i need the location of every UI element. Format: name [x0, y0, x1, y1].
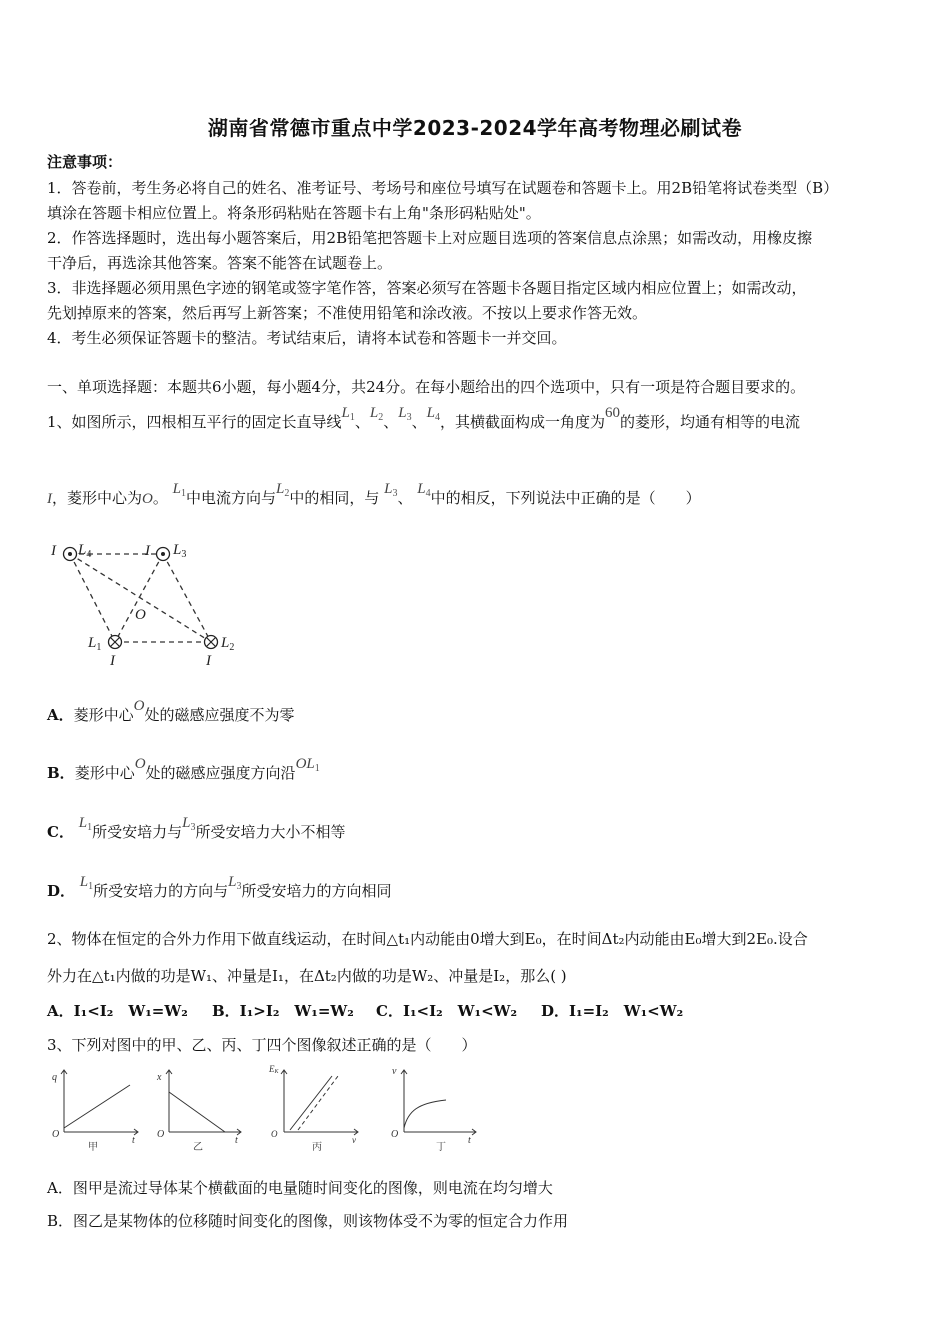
q3-option-b[interactable]: B．图乙是某物体的位移随时间变化的图像，则该物体受不为零的恒定合力作用 — [47, 1212, 569, 1230]
axis-label-y: v — [392, 1066, 397, 1077]
option-label: B． — [47, 764, 75, 782]
q1-I: I — [47, 491, 52, 507]
fig-I-L3: I — [145, 543, 150, 559]
origin-label: O — [157, 1129, 165, 1140]
section-heading: 一、单项选择题：本题共6小题，每小题4分，共24分。在每小题给出的四个选项中，只有一项是符合题目要求的。 — [47, 378, 806, 396]
q2-stem-line1: 2、物体在恒定的合外力作用下做直线运动，在时间△t₁内动能由0增大到E₀，在时间Δt₂内动能由E₀增大到2E₀.设合 — [47, 930, 808, 948]
separator: 、 — [354, 413, 370, 431]
q1-text-8: 中的相反，下列说法中正确的是（ ） — [430, 489, 701, 507]
notice-item-1a: 1．答卷前，考生务必将自己的姓名、准考证号、考场号和座位号填写在试题卷和答题卡上。用2B铅笔将试卷类型（B） — [47, 179, 839, 197]
graph-caption: 乙 — [193, 1142, 203, 1153]
fig-L1: $L_1$ — [88, 635, 102, 653]
q3-stem: 3、下列对图中的甲、乙、丙、丁四个图像叙述正确的是（ ） — [47, 1036, 477, 1054]
axis-label-y: q — [52, 1072, 57, 1083]
q1-stem-line1 — [47, 405, 800, 438]
axis-label-x: v — [352, 1135, 356, 1145]
q1-text-6: 中电流方向与 — [186, 489, 277, 507]
q1-option-c[interactable]: C． $L_1$所受安培力与$L_3$所受安培力大小不相等 — [47, 815, 346, 841]
fig-L2: $L_2$ — [221, 635, 235, 653]
graph-yi — [155, 1066, 250, 1156]
notice-item-1b: 填涂在答题卡相应位置上。将条形码粘贴在答题卡右上角"条形码粘贴处"。 — [47, 204, 541, 222]
q1-L3b: $L_3$ — [384, 481, 398, 499]
rhombus-figure — [45, 530, 255, 675]
fig-L4: $L_4$ — [78, 542, 92, 560]
svg-text:EK: EK — [269, 1064, 279, 1075]
q1-option-a[interactable]: A．菱形中心O处的磁感应强度不为零 — [47, 698, 295, 724]
axis-label-x: t — [132, 1135, 135, 1146]
q1-L4: $L_4$ — [426, 405, 440, 423]
graph-caption: 丁 — [436, 1142, 446, 1153]
q1-O: O — [142, 491, 153, 507]
fig-I-L2: I — [206, 653, 211, 669]
q1-text-4: ，菱形中心为 — [52, 489, 143, 507]
q1-L2: $L_2$ — [369, 405, 384, 423]
q1-option-b[interactable]: B．菱形中心O处的磁感应强度方向沿$OL_1$ — [47, 756, 320, 782]
wire-L4-dot-icon — [64, 548, 77, 561]
notice-item-2a: 2．作答选择题时，选出每小题答案后，用2B铅笔把答题卡上对应题目选项的答案信息点涂黑；如需改动，用橡皮擦 — [47, 229, 813, 247]
option-label: C． — [47, 823, 74, 841]
fig-I-L1: I — [110, 653, 115, 669]
q2-option-d[interactable]: D．I₁=I₂ W₁<W₂ — [541, 1002, 684, 1020]
separator: 、 — [397, 489, 413, 507]
q1-L3: $L_3$ — [398, 405, 412, 423]
q1-L4b: $L_4$ — [417, 481, 431, 499]
wire-L3-dot-icon — [157, 548, 170, 561]
graph-caption: 丙 — [312, 1142, 322, 1153]
q1-text-2: ，其横截面构成一角度为 — [439, 413, 605, 431]
q2-option-c[interactable]: C．I₁<I₂ W₁<W₂ — [376, 1002, 518, 1020]
q1-stem-line2 — [47, 481, 701, 514]
axis-label-y: E — [269, 1064, 275, 1074]
graph-caption: 甲 — [88, 1142, 98, 1153]
option-label: A． — [47, 706, 74, 724]
q2-stem-line2: 外力在△t₁内做的功是W₁、冲量是I₁，在Δt₂内做的功是W₂、冲量是I₂，那么( ) — [47, 967, 567, 985]
axis-label-x: t — [468, 1135, 471, 1146]
q1-angle: 60 — [604, 405, 620, 421]
graph-ding — [388, 1063, 488, 1156]
graph-bing — [268, 1063, 368, 1156]
origin-label: O — [52, 1129, 60, 1140]
q1-L1b: $L_1$ — [172, 481, 186, 499]
axis-label-x: t — [235, 1135, 238, 1146]
q1-text-1: 1、如图所示，四根相互平行的固定长直导线 — [47, 413, 342, 431]
q3-option-a[interactable]: A．图甲是流过导体某个横截面的电量随时间变化的图像，则电流在均匀增大 — [47, 1179, 553, 1197]
fig-I-L4: I — [51, 543, 56, 559]
wire-L2-cross-icon — [205, 636, 218, 649]
q2-option-a[interactable]: A．I₁<I₂ W₁=W₂ — [47, 1002, 188, 1020]
wire-L1-cross-icon — [109, 636, 122, 649]
q1-text-5: 。 — [152, 489, 168, 507]
notice-item-3b: 先划掉原来的答案，然后再写上新答案；不准使用铅笔和涂改液。不按以上要求作答无效。 — [47, 304, 648, 322]
fig-L3: $L_3$ — [173, 542, 187, 560]
origin-label: O — [271, 1129, 278, 1139]
option-label: D． — [47, 882, 76, 900]
separator: 、 — [383, 413, 399, 431]
q1-L2b: $L_2$ — [276, 481, 290, 499]
graph-jia — [50, 1066, 145, 1156]
axis-label-y: x — [157, 1072, 162, 1083]
q1-text-3: 的菱形，均通有相等的电流 — [619, 413, 800, 431]
fig-O: O — [135, 607, 146, 623]
notice-item-3a: 3．非选择题必须用黑色字迹的钢笔或签字笔作答，答案必须写在答题卡各题目指定区域内相应位置上；如需改动， — [47, 279, 807, 297]
origin-label: O — [391, 1129, 399, 1140]
notice-item-2b: 干净后，再选涂其他答案。答案不能答在试题卷上。 — [47, 254, 393, 272]
separator: 、 — [411, 413, 427, 431]
q1-text-7: 中的相同，与 — [289, 489, 380, 507]
q1-L1: $L_1$ — [341, 405, 355, 423]
q2-option-b[interactable]: B．I₁>I₂ W₁=W₂ — [212, 1002, 354, 1020]
q1-option-d[interactable]: D． $L_1$所受安培力的方向与$L_3$所受安培力的方向相同 — [47, 874, 392, 900]
page-title: 湖南省常德市重点中学2023-2024学年高考物理必刷试卷 — [207, 116, 743, 140]
notice-heading: 注意事项： — [47, 153, 123, 171]
notice-item-4: 4．考生必须保证答题卡的整洁。考试结束后，请将本试卷和答题卡一并交回。 — [47, 329, 567, 347]
